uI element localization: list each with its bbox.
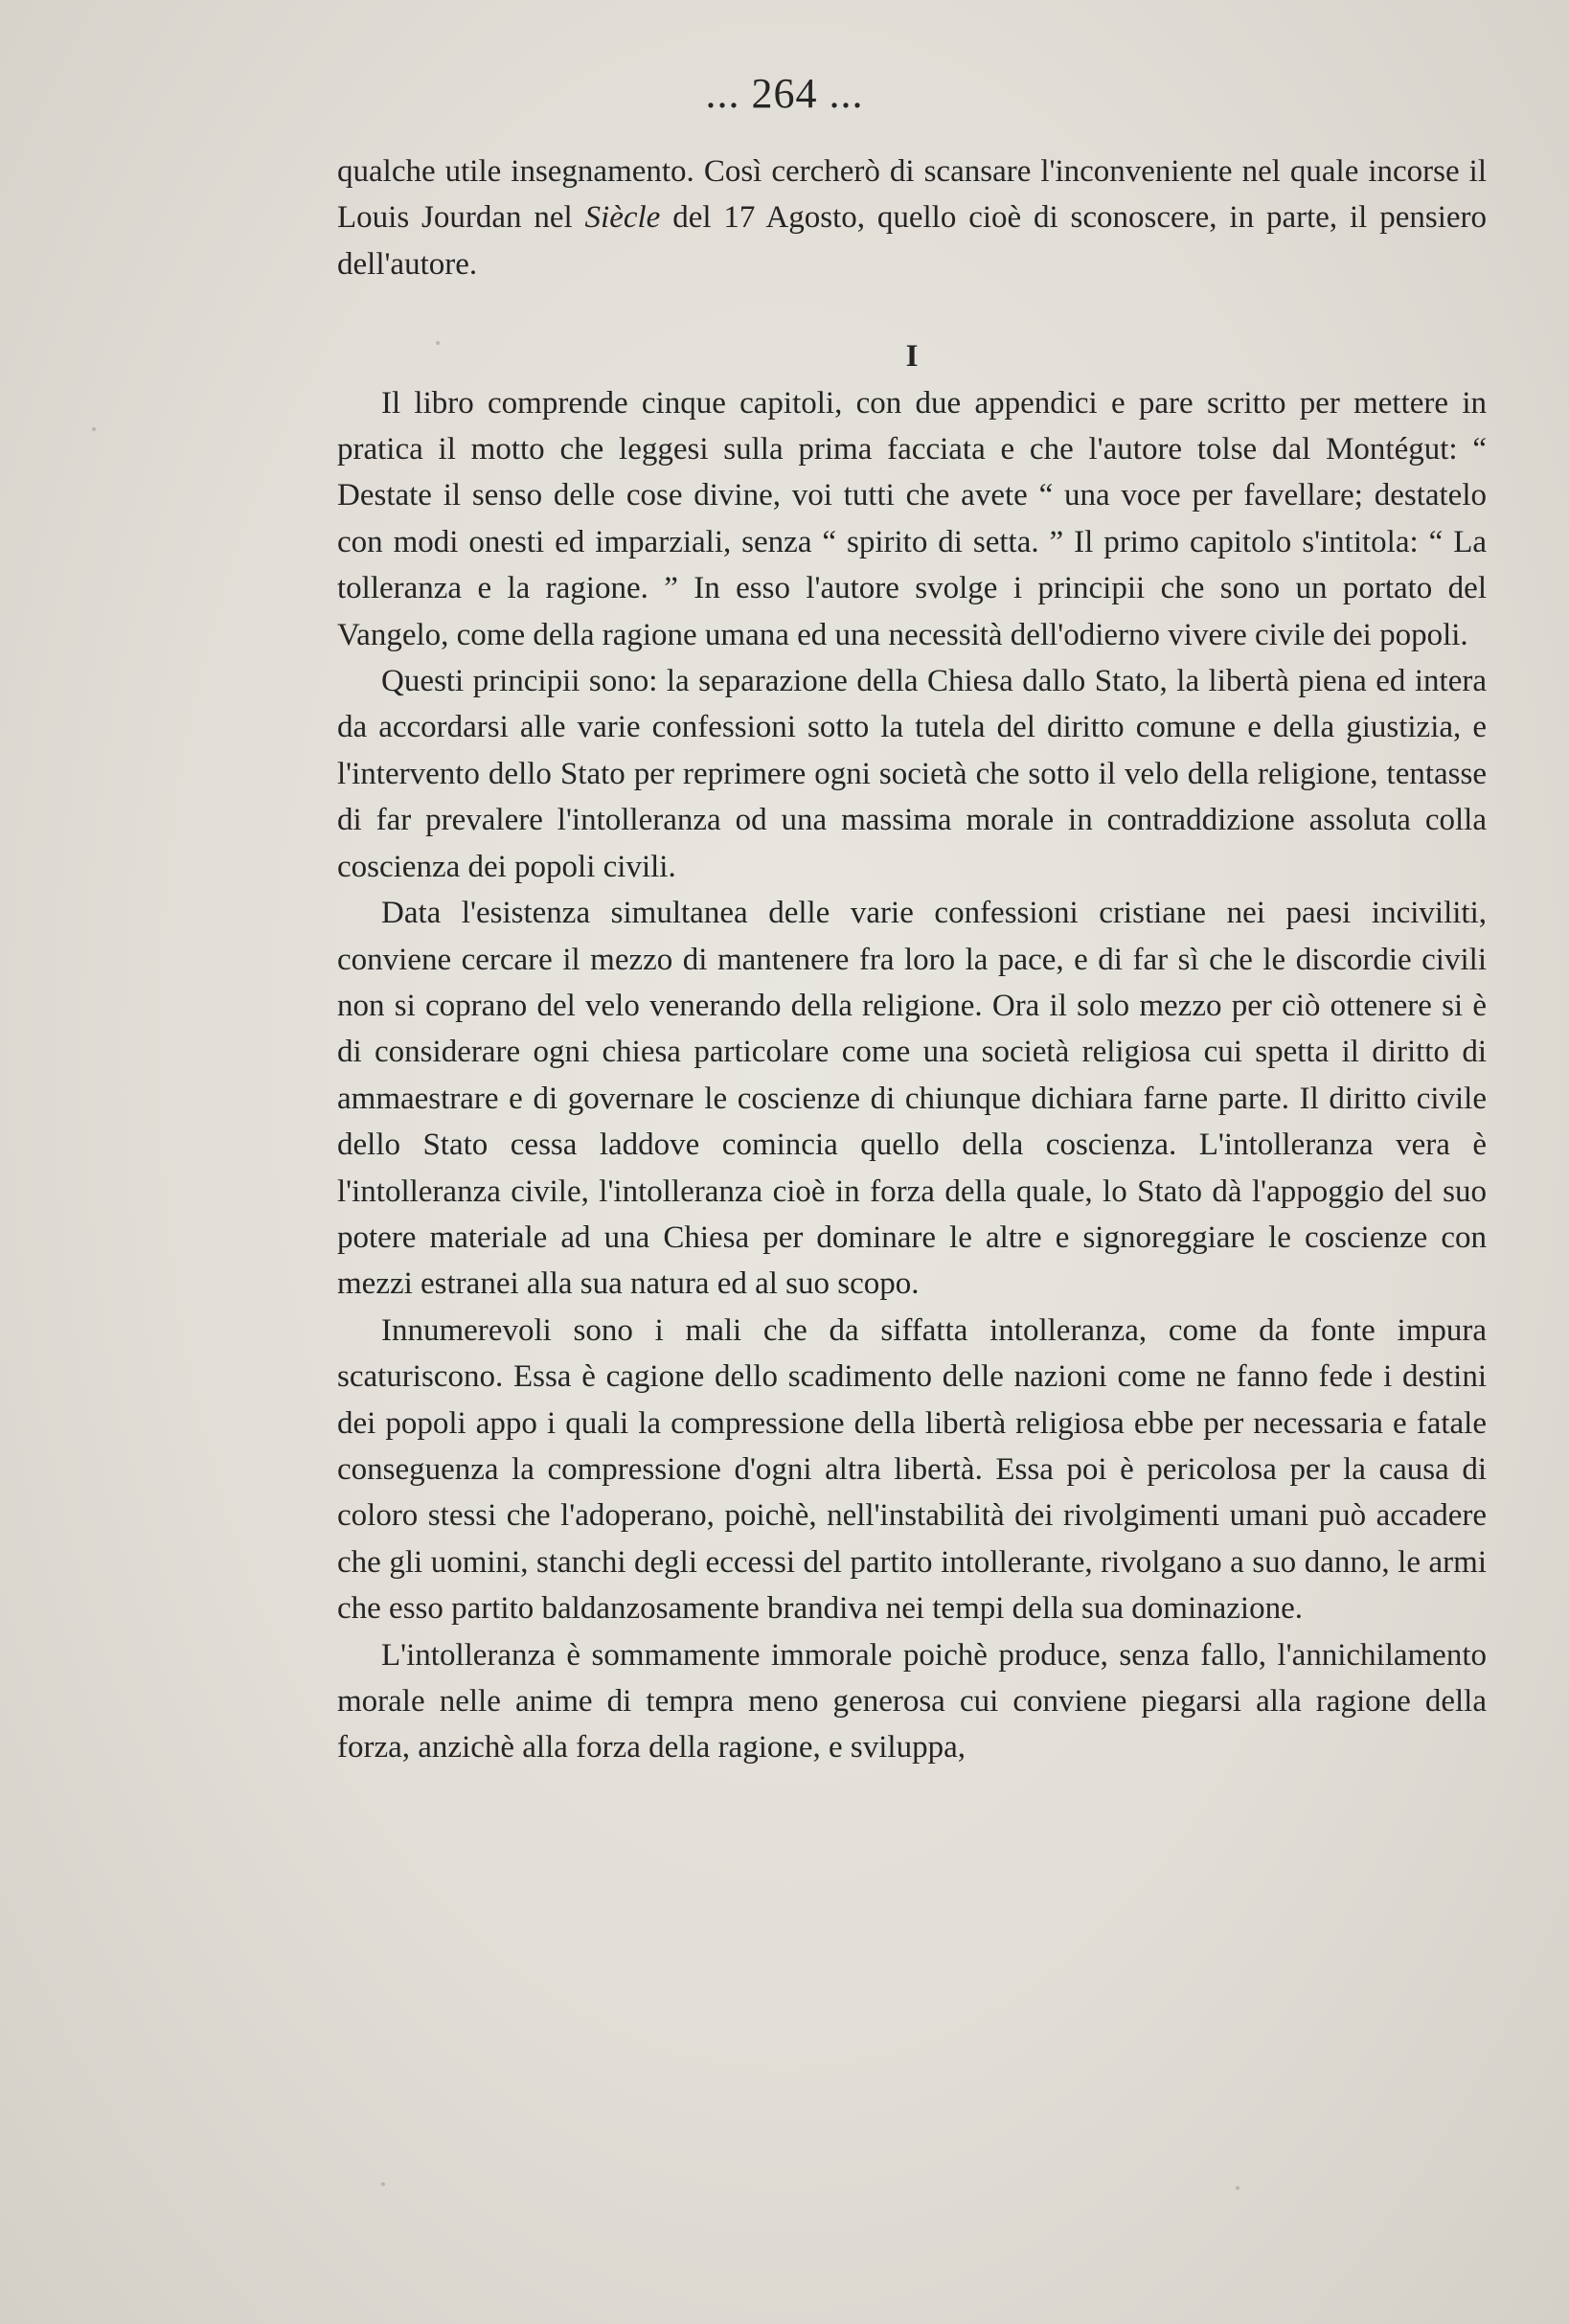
paper-speck [436, 341, 440, 345]
paper-speck [381, 2182, 385, 2186]
newspaper-title: Siècle [584, 200, 661, 236]
paragraph: Innumerevoli sono i mali che da siffatta intolleranza, come da fonte impura scaturiscono. Essa è cagione dello scadimento delle nazioni come ne fanno fede i destini dei popoli appo i quali la compressione della libertà religiosa ebbe per necessaria e fatale conseguenza la compressione d'ogni altra libertà. Essa poi è pericolosa per la causa di coloro stessi che l'adoperano, poichè, nell'instabilità dei rivolgimenti umani può accadere che gli uomini, stanchi degli eccessi del partito intollerante, rivolgano a suo danno, le armi che esso partito baldanzosamente brandiva nei tempi della sua dominazione. [337, 1312, 1487, 1627]
paragraph: L'intolleranza è sommamente immorale poichè produce, senza fallo, l'annichilamento morale nelle anime di tempra meno generosa cui conviene piegarsi alla ragione della forza, anzichè alla forza della ragione, e sviluppa, [337, 1637, 1487, 1766]
paragraph: Questi principii sono: la separazione della Chiesa dallo Stato, la libertà piena ed intera da accordarsi alle varie confessioni sotto la tutela del diritto comune e della giustizia, e l'intervento dello Stato per reprimere ogni società che sotto il velo della religione, tentasse di far prevalere l'intolleranza od una massima morale in contraddizione assoluta colla coscienza dei popoli civili. [337, 664, 1487, 884]
body-text [337, 148, 1487, 1771]
paper-speck [1236, 2186, 1239, 2190]
opening-text-end: del 17 Agosto, quello cioè di sconoscere, in parte, il pensiero dell'autore. [337, 200, 1487, 282]
opening-paragraph [337, 148, 1487, 287]
paragraph: Il libro comprende cinque capitoli, con due appendici e pare scritto per mettere in pratica il motto che leggesi sulla prima facciata e che l'autore tolse dal Montégut: “ Destate il senso delle cose divine, voi tutti che avete “ una voce per favellare; destatelo con modi onesti ed imparziali, senza “ spirito di setta. ” Il primo capitolo s'intitola: “ La tolleranza e la ragione. ” In esso l'autore svolge i principii che sono un portato del Vangelo, come della ragione umana ed una necessità dell'odierno vivere civile dei popoli. [337, 385, 1487, 652]
page-number: ... 264 ... [705, 70, 864, 117]
paper-speck [92, 427, 96, 431]
section-heading: I [905, 339, 919, 375]
opening-text-start: qualche utile insegnamento. Così cercherò di scansare l'inconveniente nel quale incorse il Louis Jourdan nel [337, 154, 1487, 236]
paragraph: Data l'esistenza simultanea delle varie confessioni cristiane nei paesi inciviliti, conviene cercare il mezzo di mantenere fra loro la pace, e di far sì che le discordie civili non si coprano del velo venerando della religione. Ora il solo mezzo per ciò ottenere si è di considerare ogni chiesa particolare come una società religiosa cui spetta il diritto di ammaestrare e di governare le coscienze di chiunque dichiara farne parte. Il diritto civile dello Stato cessa laddove comincia quello della coscienza. L'intolleranza vera è l'intolleranza civile, l'intolleranza cioè in forza della quale, lo Stato dà l'appoggio del suo potere materiale ad una Chiesa per dominare le altre e signoreggiare le coscienze con mezzi estranei alla sua natura ed al suo scopo. [337, 896, 1487, 1302]
